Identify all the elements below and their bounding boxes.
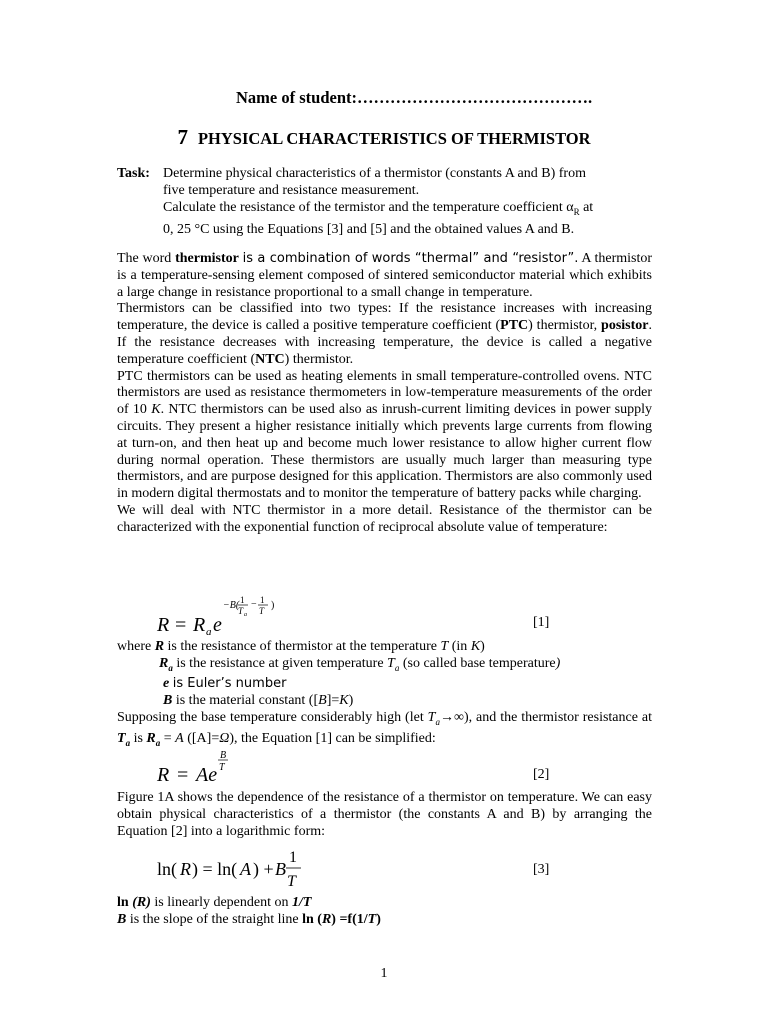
section-number: 7 [177, 125, 188, 149]
svg-text:a: a [206, 626, 212, 638]
variable-definitions [117, 639, 652, 751]
svg-text:R: R [157, 614, 170, 636]
svg-text:a: a [244, 612, 247, 618]
svg-text:T: T [219, 762, 225, 773]
paragraph-1: The word thermistor is a combination of words “thermal” and “resistor”. A thermistor is a temperature-sensing element composed of sintered semiconductor material which exhibits a large change in resistance proportional to a small change in temperature. [117, 251, 653, 300]
paragraph-2: Thermistors can be classified into two types: If the resistance increases with increasing temperature, the device is called a positive temperature coefficient (PTC) thermistor, posistor. If the resistance decreases with increasing temperature, the device is called a negative temperature coefficient (NTC) thermistor. [117, 301, 652, 367]
equation-1-formula [117, 594, 317, 638]
svg-text:e: e [213, 614, 222, 636]
definition-Ra: $R_a$ is the resistance at given temperature $T_a$ (so called base temperature) [159, 655, 561, 673]
svg-text:): ) [271, 600, 275, 611]
task-text [163, 165, 657, 238]
svg-text:1: 1 [240, 595, 245, 605]
svg-text:T: T [238, 606, 244, 616]
svg-text:=: = [177, 764, 189, 786]
equation-1-number: [1] [533, 615, 550, 630]
definition-B: B is the material constant ([B]=K) [163, 693, 354, 709]
equation-2-formula [117, 745, 317, 789]
svg-text:B: B [220, 750, 227, 761]
svg-text:ln(: ln( [157, 859, 177, 879]
svg-text:) +: ) + [253, 859, 274, 879]
figure-reference-text [117, 790, 652, 840]
slope-notes [117, 895, 652, 929]
equation-2 [117, 745, 652, 785]
task-line-1: Determine physical characteristics of a thermistor (constants A and B) from [163, 166, 586, 181]
svg-text:1: 1 [289, 849, 297, 866]
svg-text:−: − [251, 599, 257, 610]
note-linear: ln (R) is linearly dependent on 1/T [117, 895, 312, 910]
svg-text:Ae: Ae [196, 764, 218, 786]
task-label: Task: [117, 166, 150, 181]
svg-text:R: R [193, 614, 206, 636]
student-name-line: Name of student:……………………………………. [236, 88, 593, 107]
paragraph-4: We will deal with NTC thermistor in a more detail. Resistance of the thermistor can be characterized with the exponential function of reciprocal absolute value of temperature: [117, 502, 652, 535]
svg-text:T: T [287, 873, 296, 890]
section-title [0, 125, 768, 150]
figure-paragraph: Figure 1A shows the dependence of the resistance of a thermistor on temperature. We can easy obtain physical characteristics of a thermistor (the constants A and B) by arranging the Equation [2] into a logarithmic form: [117, 790, 652, 839]
task-block [117, 165, 657, 238]
equation-3-number: [3] [533, 862, 550, 877]
section-title-text: PHYSICAL CHARACTERISTICS OF THERMISTOR [197, 129, 591, 148]
svg-text:B: B [275, 859, 286, 879]
paragraph-3: PTC thermistors can be used as heating elements in small temperature-controlled ovens. NTC thermistors are used as resistance thermometers in low-temperature measurements of the order of 10 K. NTC thermistors can be used also as inrush-current limiting devices in power supply circuits. They present a higher resistance initially which prevents large currents from flowing at turn-on, and then heat up and become much lower resistance to allow higher current flow during normal operation. These thermistors are usually much larger than measuring type thermistors, and are purpose designed for this application. Thermistors are also commonly used in modern digital thermostats and to monitor the temperature of battery packs while charging. [117, 368, 652, 502]
svg-text:) = ln(: ) = ln( [192, 859, 238, 879]
definition-e: e is Euler’s number [163, 676, 287, 692]
alpha-symbol: α [566, 200, 574, 215]
page-number: 1 [380, 966, 388, 981]
svg-text:A: A [240, 859, 251, 879]
svg-text:T: T [259, 606, 265, 616]
svg-text:1: 1 [260, 595, 265, 605]
task-line-3: Calculate the resistance of the termistor and the temperature coefficient $\alpha_R$ at [163, 200, 594, 217]
intro-text [117, 251, 652, 537]
base-temperature-text: Supposing the base temperature considerably high (let $T_a\to\infty$), and the thermistor resistance at $T_a$ is $R_a = A$ ([A]=Ω), the Equation [1] can be simplified: [117, 709, 653, 748]
task-line-4: 0, 25 °C using the Equations [3] and [5] and the obtained values A and B. [163, 221, 575, 237]
svg-text:R: R [180, 859, 191, 879]
equation-1 [117, 594, 652, 638]
svg-text:R: R [157, 764, 170, 786]
equation-2-number: [2] [533, 767, 550, 782]
svg-text:=: = [175, 614, 187, 636]
svg-text:−B(: −B( [223, 600, 240, 611]
task-line-2: five temperature and resistance measurement. [163, 183, 420, 198]
definition-R: where R is the resistance of thermistor at the temperature T (in K) [117, 639, 485, 654]
note-slope: B is the slope of the straight line ln (R) =f(1/T) [117, 911, 381, 927]
equation-3 [117, 845, 652, 890]
equation-3-formula [117, 845, 337, 891]
